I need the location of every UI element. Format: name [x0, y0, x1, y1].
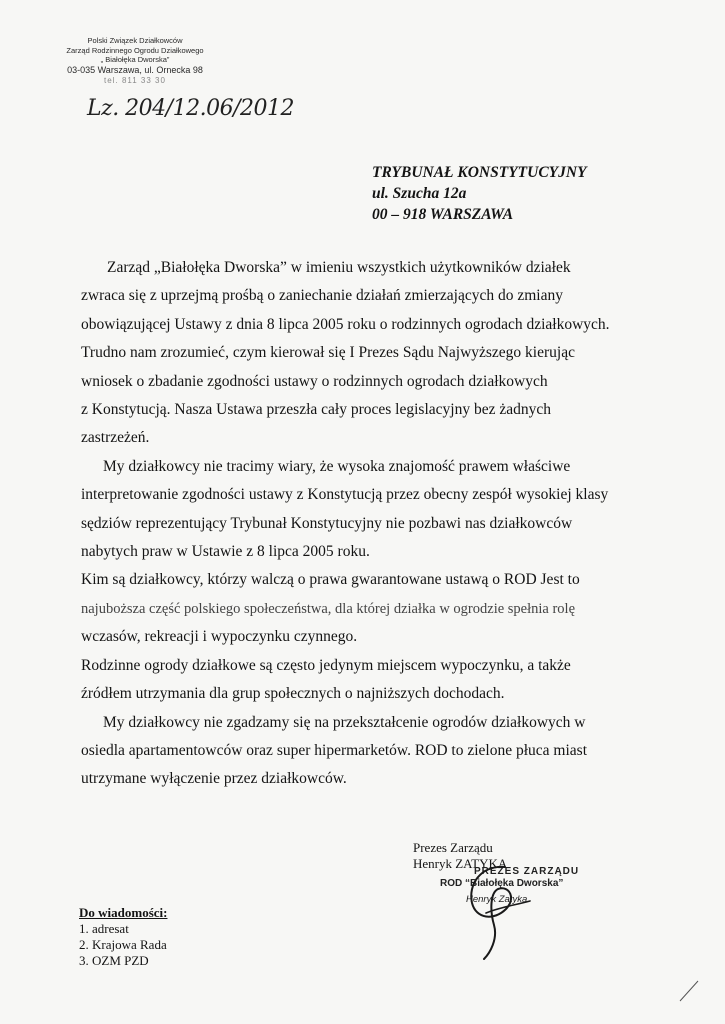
scan-mark — [676, 975, 706, 1005]
addressee-street: ul. Szucha 12a — [372, 185, 467, 202]
handwritten-signature — [450, 855, 540, 965]
cc-item: 3. OZM PZD — [79, 953, 149, 968]
addressee-city: 00 – 918 WARSZAWA — [372, 206, 514, 223]
body-line: zwraca się z uprzejmą prośbą o zaniechanie działań zmierzających do zmiany — [81, 287, 563, 305]
body-line: sędziów reprezentujący Trybunał Konstytucyjny nie pozbawi nas działkowców — [81, 514, 573, 532]
cc-item: 2. Krajowa Rada — [79, 937, 167, 952]
addressee-name: TRYBUNAŁ KONSTYTUCYJNY — [372, 164, 587, 181]
letter-body — [81, 254, 661, 794]
body-line: Rodzinne ogrody działkowe są często jedynym miejscem wypoczynku, a także — [81, 656, 571, 674]
body-line: wczasów, rekreacji i wypoczynku czynnego. — [81, 628, 358, 646]
body-line: zastrzeżeń. — [81, 429, 150, 447]
cc-heading: Do wiadomości: — [79, 905, 168, 920]
body-line: My działkowcy nie zgadzamy się na przekształcenie ogrodów działkowych w — [103, 713, 586, 731]
body-line: utrzymane wyłączenie przez działkowców. — [81, 770, 347, 788]
body-line: My działkowcy nie tracimy wiary, że wysoka znajomość prawem właściwe — [103, 457, 571, 475]
stamp-title: PREZES ZARZĄDU — [474, 866, 580, 877]
sender-address: 03-035 Warszawa, ul. Ornecka 98 — [67, 64, 203, 75]
body-line: nabytych praw w Ustawie z 8 lipca 2005 roku. — [81, 543, 370, 561]
body-line: najuboższa część polskiego społeczeństwa, dla której działka w ogrodzie spełnia rolę — [81, 600, 576, 617]
stamp-organisation: ROD “Białołęka Dworska” — [440, 878, 564, 889]
sender-header — [50, 36, 220, 85]
body-line: obowiązującej Ustawy z dnia 8 lipca 2005 roku o rodzinnych ogrodach działkowych. — [81, 315, 610, 333]
sender-line: „ Białołęka Dworska” — [100, 55, 170, 64]
cc-list — [79, 905, 167, 969]
body-line: osiedla apartamentowców oraz super hipermarketów. ROD to zielone płuca miast — [81, 741, 588, 759]
body-line: źródłem utrzymania dla grup społecznych o najniższych dochodach. — [81, 685, 505, 703]
body-line: z Konstytucją. Nasza Ustawa przeszła cały proces legislacyjny bez żadnych — [81, 401, 551, 419]
body-line: wniosek o zbadanie zgodności ustawy o rodzinnych ogrodach działkowych — [81, 372, 548, 390]
body-line: interpretowanie zgodności ustawy z Konstytucją przez obecny zespół wysokiej klasy — [81, 486, 609, 504]
body-line: Zarząd „Białołęka Dworska” w imieniu wszystkich użytkowników działek — [107, 259, 571, 276]
signatory-title: Prezes Zarządu — [413, 840, 493, 855]
reference-number: Lz. 204/12.06/2012 — [87, 96, 294, 121]
sender-line: Zarząd Rodzinnego Ogrodu Działkowego — [66, 45, 204, 55]
body-line: Kim są działkowcy, którzy walczą o prawa gwarantowane ustawą o ROD Jest to — [81, 571, 580, 589]
addressee-block — [372, 162, 587, 225]
signatory-name: Henryk ZATYKA — [413, 856, 508, 871]
sender-line: Polski Związek Działkowców — [87, 36, 183, 45]
sender-phone: tel. 811 33 30 — [104, 75, 166, 85]
cc-item: 1. adresat — [79, 921, 129, 936]
body-line: Trudno nam zrozumieć, czym kierował się I Prezes Sądu Najwyższego kierując — [81, 344, 575, 362]
stamp-name: Henryk Zatyka — [466, 894, 528, 905]
